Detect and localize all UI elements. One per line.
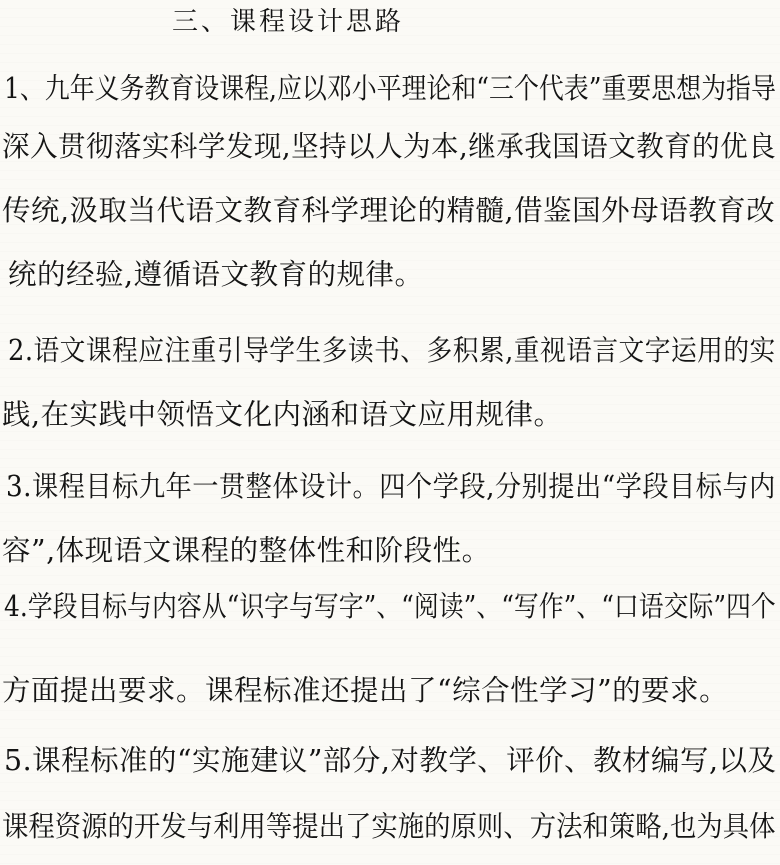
text-line-11: 5.课程标准的“实施建议”部分,对教学、评价、教材编写,以及 [4, 744, 777, 777]
text-line-2: 深入贯彻落实科学发现,坚持以人为本,继承我国语文教育的优良 [2, 130, 777, 163]
section-heading: 三、课程设计思路 [172, 7, 405, 37]
text-line-12: 课程资源的开发与利用等提出了实施的原则、方法和策略,也为具体 [2, 810, 776, 843]
text-line-6: 践,在实践中领悟文化内涵和语文应用规律。 [2, 398, 563, 431]
text-line-3: 传统,汲取当代语文教育科学理论的精髓,借鉴国外母语教育改 [2, 194, 776, 227]
text-line-9: 4.学段目标与内容从“识字与写字”、“阅读”、“写作”、“口语交际”四个 [4, 590, 776, 623]
text-line-7: 3.课程目标九年一贯整体设计。四个学段,分别提出“学段目标与内 [6, 470, 776, 503]
text-line-8: 容”,体现语文课程的整体性和阶段性。 [2, 534, 491, 567]
text-line-10: 方面提出要求。课程标准还提出了“综合性学习”的要求。 [2, 674, 729, 707]
text-line-4: 统的经验,遵循语文教育的规律。 [8, 258, 424, 291]
text-line-5: 2.语文课程应注重引导学生多读书、多积累,重视语言文字运用的实 [8, 334, 776, 367]
text-line-1: 1、九年义务教育设课程,应以邓小平理论和“三个代表”重要思想为指导 [4, 72, 776, 105]
